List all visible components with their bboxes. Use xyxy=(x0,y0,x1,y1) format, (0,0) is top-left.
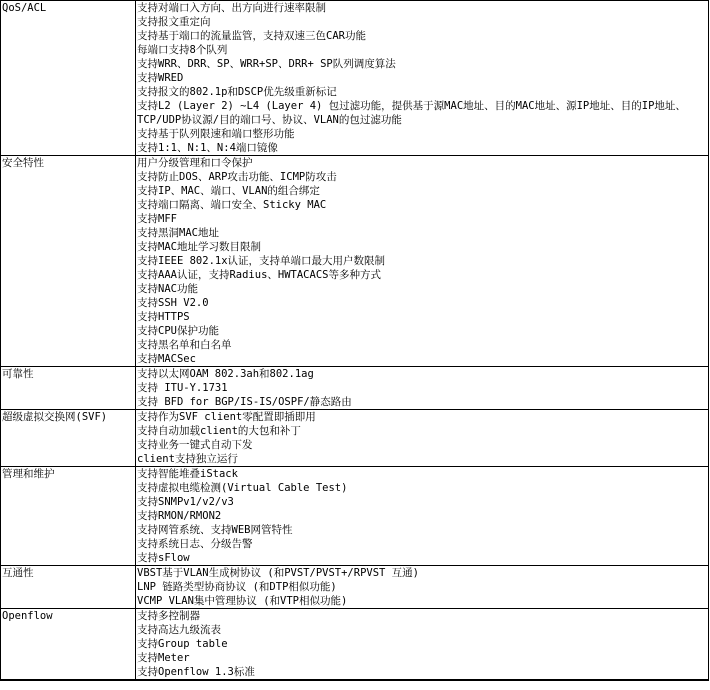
feature-cell xyxy=(136,609,709,680)
feature-line: 支持HTTPS xyxy=(137,311,190,323)
feature-line: 支持系统日志、分级告警 xyxy=(137,538,253,550)
feature-line: 支持对端口入方向、出方向进行速率限制 xyxy=(137,2,326,14)
feature-line: 支持智能堆叠iStack xyxy=(137,468,238,480)
feature-line: 支持SNMPv1/v2/v3 xyxy=(137,496,234,508)
feature-line: 每端口支持8个队列 xyxy=(137,44,228,56)
feature-line: 支持IP、MAC、端口、VLAN的组合绑定 xyxy=(137,185,320,197)
spec-row xyxy=(1,156,709,367)
feature-line: 支持1:1、N:1、N:4端口镜像 xyxy=(137,142,278,154)
category-cell: 安全特性 xyxy=(1,156,136,367)
feature-cell xyxy=(136,367,709,410)
spec-table-body xyxy=(1,1,709,681)
category-cell: 互通性 xyxy=(1,566,136,609)
feature-line: 支持网管系统、支持WEB网管特性 xyxy=(137,524,293,536)
feature-line: 支持黑洞MAC地址 xyxy=(137,227,219,239)
feature-cell xyxy=(136,680,709,681)
feature-line: 支持自动加载client的大包和补丁 xyxy=(137,425,301,437)
feature-line: 支持MFF xyxy=(137,213,177,225)
spec-row xyxy=(1,609,709,680)
feature-line: 支持WRED xyxy=(137,72,184,84)
feature-line: 支持 BFD for BGP/IS-IS/OSPF/静态路由 xyxy=(137,396,352,408)
feature-line: 支持AAA认证，支持Radius、HWTACACS等多种方式 xyxy=(137,269,381,281)
feature-line: 支持高达九级流表 xyxy=(137,624,221,636)
feature-line: 支持业务一键式自动下发 xyxy=(137,439,253,451)
category-cell: Openflow xyxy=(1,609,136,680)
feature-line: 支持多控制器 xyxy=(137,610,200,622)
feature-line: 支持虚拟电缆检测(Virtual Cable Test) xyxy=(137,482,348,494)
feature-line: 支持sFlow xyxy=(137,552,190,564)
feature-line: 支持防止DOS、ARP攻击功能、ICMP防攻击 xyxy=(137,171,337,183)
feature-line: 支持RMON/RMON2 xyxy=(137,510,222,522)
feature-line: 支持基于队列限速和端口整形功能 xyxy=(137,128,295,140)
feature-cell xyxy=(136,410,709,467)
feature-line: 支持IEEE 802.1x认证，支持单端口最大用户数限制 xyxy=(137,255,386,267)
spec-row xyxy=(1,1,709,156)
feature-line: 支持 ITU-Y.1731 xyxy=(137,382,228,394)
feature-line: 支持以太网OAM 802.3ah和802.1ag xyxy=(137,368,314,380)
feature-cell xyxy=(136,467,709,566)
feature-line: 支持报文重定向 xyxy=(137,16,211,28)
feature-line: 支持Openflow 1.3标准 xyxy=(137,666,255,678)
feature-line: LNP 链路类型协商协议 (和DTP相似功能) xyxy=(137,581,337,593)
feature-line: 支持Meter xyxy=(137,652,190,664)
category-cell: QoS/ACL xyxy=(1,1,136,156)
feature-line: 支持端口隔离、端口安全、Sticky MAC xyxy=(137,199,327,211)
feature-line: 用户分级管理和口令保护 xyxy=(137,157,253,169)
feature-line: 支持基于端口的流量监管，支持双速三色CAR功能 xyxy=(137,30,366,42)
feature-line: VBST基于VLAN生成树协议 (和PVST/PVST+/RPVST 互通) xyxy=(137,567,420,579)
spec-row xyxy=(1,467,709,566)
feature-line: 支持WRR、DRR、SP、WRR+SP、DRR+ SP队列调度算法 xyxy=(137,58,396,70)
feature-line: 支持报文的802.1p和DSCP优先级重新标记 xyxy=(137,86,337,98)
feature-line: client支持独立运行 xyxy=(137,453,238,465)
category-cell xyxy=(1,680,136,681)
feature-line: 支持黑名单和白名单 xyxy=(137,339,232,351)
feature-line: 支持Group table xyxy=(137,638,228,650)
spec-row xyxy=(1,367,709,410)
category-cell: 管理和维护 xyxy=(1,467,136,566)
spec-row xyxy=(1,566,709,609)
feature-cell xyxy=(136,1,709,156)
category-cell: 超级虚拟交换网(SVF) xyxy=(1,410,136,467)
feature-cell xyxy=(136,156,709,367)
feature-line: 支持作为SVF client零配置即插即用 xyxy=(137,411,316,423)
feature-line: VCMP VLAN集中管理协议 (和VTP相似功能) xyxy=(137,595,348,607)
spec-row xyxy=(1,410,709,467)
feature-line: 支持CPU保护功能 xyxy=(137,325,219,337)
feature-line: 支持L2 (Layer 2) ~L4 (Layer 4) 包过滤功能，提供基于源MAC地址、目的MAC地址、源IP地址、目的IP地址、TCP/UDP协议源/目的端口号、协议、VLAN的包过滤功能 xyxy=(137,100,686,126)
spec-row xyxy=(1,680,709,681)
feature-line: 支持NAC功能 xyxy=(137,283,198,295)
feature-line: 支持MACSec xyxy=(137,353,196,365)
feature-line: 支持MAC地址学习数目限制 xyxy=(137,241,261,253)
feature-line: 支持SSH V2.0 xyxy=(137,297,209,309)
category-cell: 可靠性 xyxy=(1,367,136,410)
feature-cell xyxy=(136,566,709,609)
